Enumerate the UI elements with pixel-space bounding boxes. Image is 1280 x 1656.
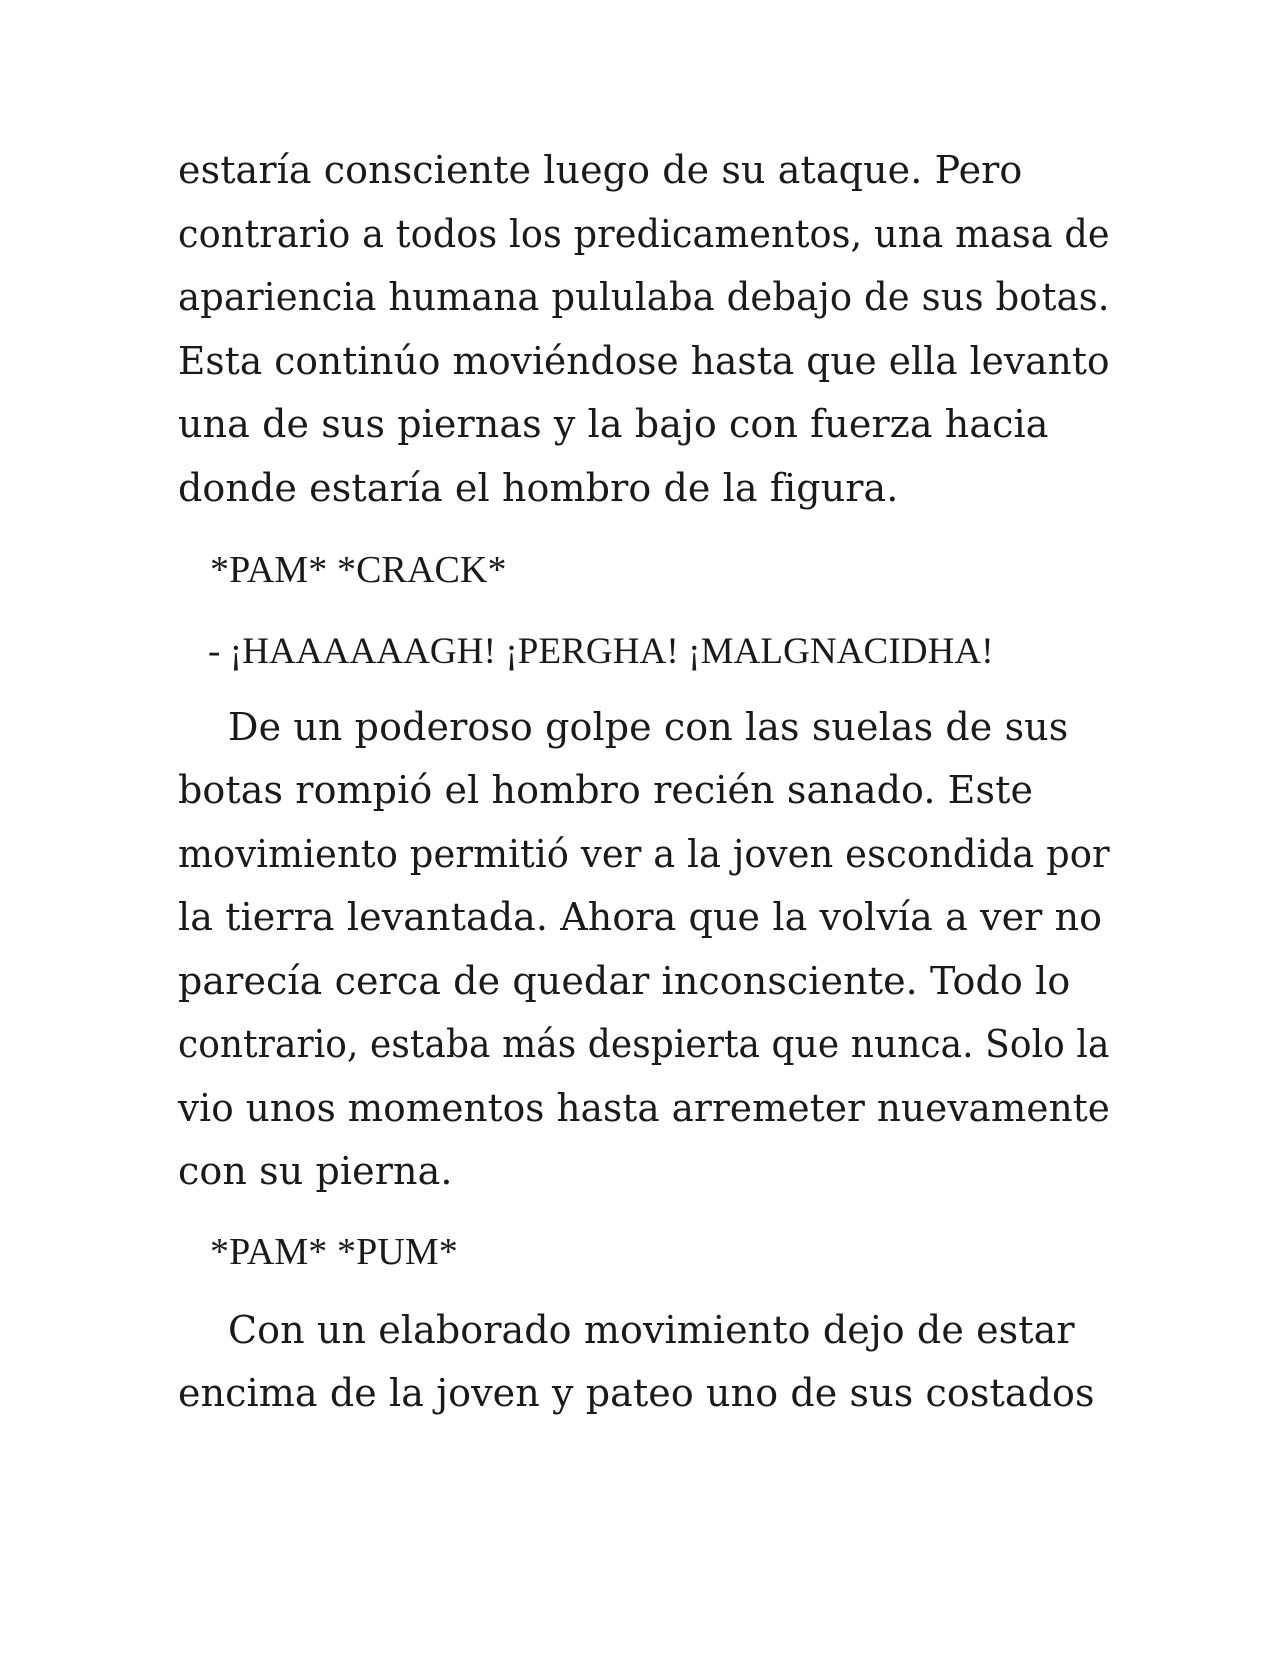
text-line: apariencia humana pululaba debajo de sus botas. <box>178 275 1110 319</box>
text-line: movimiento permitió ver a la joven escondida por <box>178 832 1110 876</box>
text-line: encima de la joven y pateo uno de sus costados <box>178 1371 1095 1415</box>
text-line: contrario, estaba más despierta que nunca. Solo la <box>178 1022 1110 1066</box>
text-line: con su pierna. <box>178 1149 453 1193</box>
sound-effect: *PAM* *CRACK* <box>210 549 507 591</box>
text-line: De un poderoso golpe con las suelas de sus <box>228 705 1069 749</box>
text-line: parecía cerca de quedar inconsciente. Todo lo <box>178 959 1071 1003</box>
text-line: Esta continúo moviéndose hasta que ella levanto <box>178 339 1110 383</box>
sound-effect: *PAM* *PUM* <box>210 1231 458 1273</box>
text-line: vio unos momentos hasta arremeter nuevamente <box>178 1086 1110 1130</box>
text-line: donde estaría el hombro de la figura. <box>178 466 899 510</box>
text-line: botas rompió el hombro recién sanado. Este <box>178 768 1034 812</box>
text-line: la tierra levantada. Ahora que la volvía a ver no <box>178 895 1103 939</box>
dialogue-line: - ¡HAAAAAAGH! ¡PERGHA! ¡MALGNACIDHA! <box>208 631 994 672</box>
text-line: contrario a todos los predicamentos, una masa de <box>178 212 1110 256</box>
text-line: una de sus piernas y la bajo con fuerza hacia <box>178 402 1049 446</box>
text-line: estaría consciente luego de su ataque. Pero <box>178 148 1023 192</box>
text-line: Con un elaborado movimiento dejo de estar <box>228 1308 1075 1352</box>
